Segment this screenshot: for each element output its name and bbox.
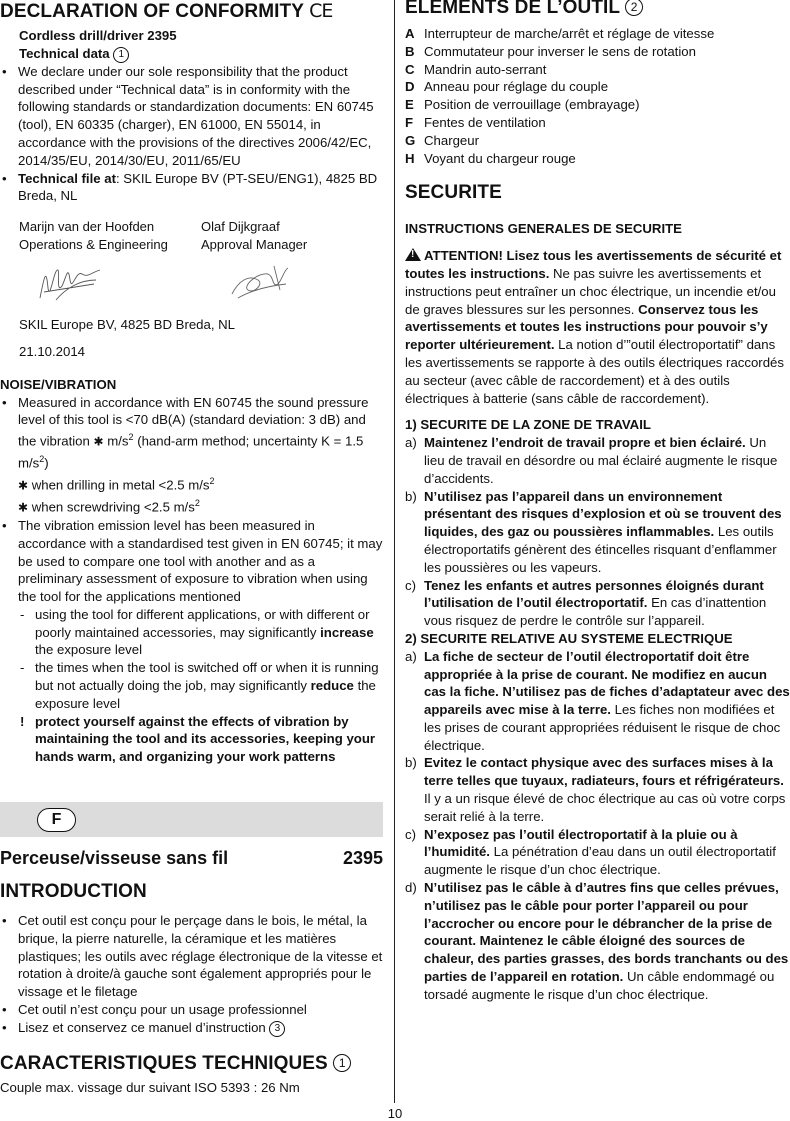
right-column — [405, 0, 790, 1004]
elements-title: ELEMENTS DE L’OUTIL 2 — [405, 0, 790, 19]
safety-item-key: c) — [405, 577, 416, 593]
noise-warning: ! protect yourself against the effects of vibration by maintaining the tool and its accessories, keeping your hands warm, and organizing your work patterns — [20, 713, 376, 765]
signer1-role: Operations & Engineering — [19, 237, 168, 253]
specs-text: Couple max. vissage dur suivant ISO 5393 : 26 Nm — [0, 1079, 300, 1095]
element-item — [405, 150, 790, 168]
safety-item-bold: Maintenez l’endroit de travail propre et bien éclairé. — [424, 435, 746, 451]
declaration-date: 21.10.2014 — [19, 343, 86, 359]
product-name: Perceuse/visseuse sans fil — [0, 848, 229, 868]
ref-1-icon: 1 — [333, 1054, 351, 1072]
element-text: Anneau pour réglage du couple — [424, 79, 609, 95]
general-safety-title: INSTRUCTIONS GENERALES DE SECURITE — [405, 221, 682, 237]
safety-item-text: Les outils électroportatifs génèrent des étincelles risquant d’enflammer les poussières ou les vapeurs. — [424, 524, 777, 575]
ref-2-icon: 2 — [625, 0, 643, 16]
noise-bullet-1: • Measured in accordance with EN 60745 the sound pressure level of this tool is <70 dB(A) (standard deviation: 3 dB) and the vibration ✱ $m/s^2$ (hand-arm method; uncertainty K = 1.5 $m/s^2$) ✱ when drilling in metal <2.5 $m/s^2$ ✱ when screwdriving <2.5 $m/s^2$ — [0, 394, 383, 517]
specs-title: CARACTERISTIQUES TECHNIQUES 1 — [0, 1053, 383, 1075]
safety-item-key: a) — [405, 648, 417, 664]
safety-item-key: c) — [405, 826, 416, 842]
noise-bullet-2: • The vibration emission level has been measured in accordance with a standardised test given in EN 60745; it may be used to compare one tool with another and as a preliminary assessment of exposure to vibration when using the tool for the applications mentioned — [0, 517, 383, 606]
element-text: Commutateur pour inverser le sens de rotation — [424, 43, 696, 59]
signature-2-icon — [228, 260, 298, 302]
elements-list — [405, 25, 790, 167]
element-text: Mandrin auto-serrant — [424, 61, 547, 77]
safety-item — [405, 488, 790, 577]
element-key: A — [405, 26, 415, 41]
technical-file: • Technical file at: SKIL Europe BV (PT-SEU/ENG1), 4825 BD Breda, NL — [0, 170, 383, 206]
asterisk-icon: ✱ — [93, 434, 104, 449]
page-number: 10 — [387, 1106, 403, 1121]
element-item — [405, 78, 790, 96]
safety-item-key: a) — [405, 435, 417, 451]
product-heading — [0, 847, 383, 869]
intro-bullet-3: • Lisez et conservez ce manuel d’instruction 3 — [0, 1019, 383, 1037]
safety-item-text: Un lieu de travail en désordre ou mal éclairé augmente le risque d’accidents. — [424, 435, 778, 486]
element-key: H — [405, 150, 415, 166]
technical-data-label: Technical data 1 — [19, 45, 383, 63]
safety-item — [405, 754, 790, 825]
element-item — [405, 43, 790, 61]
section1-title: 1) SECURITE DE LA ZONE DE TRAVAIL — [405, 417, 651, 433]
intro-title: INTRODUCTION — [0, 881, 147, 902]
left-column — [0, 0, 383, 766]
safety-item-bold: Evitez le contact physique avec des surfaces mises à la terre telles que tuyaux, radiateurs, fours et réfrigérateurs. — [424, 755, 784, 789]
safety-item-text: Un câble endommagé ou torsadé augmente le risque d’un choc électrique. — [424, 969, 775, 1002]
ref-3-icon: 3 — [269, 1021, 285, 1037]
safety-item-key: b) — [405, 755, 417, 771]
ref-1-icon: 1 — [113, 47, 129, 63]
element-key: F — [405, 114, 414, 130]
safety-item-key: d) — [405, 880, 417, 896]
french-intro — [0, 847, 383, 1097]
safety-item-bold: N’exposez pas l’outil électroportatif à la pluie ou à l’humidité. — [424, 826, 738, 860]
language-badge: F — [37, 808, 76, 832]
safety-item — [405, 577, 790, 630]
section2-title: 2) SECURITE RELATIVE AU SYSTEME ELECTRIQUE — [405, 630, 733, 646]
element-item — [405, 132, 790, 150]
attention-paragraph: !ATTENTION! Lisez tous les avertissements de sécurité et toutes les instructions. Ne pas suivre les avertissements et instructions peut entraîner un choc électrique, un incendie et/ou de graves blessures sur les personnes. Conservez tous les avertissements et toutes les instructions pour pouvoir s’y reporter ultérieurement. La notion d’”outil électroportatif” dans les avertissements se rapporte à des outils électriques raccordés au secteur (avec câble de raccordement) et à des outils électriques à batterie (sans câble de raccordement). — [405, 247, 790, 407]
product-model: 2395 — [342, 848, 383, 868]
column-divider — [394, 0, 395, 1103]
signer2-role: Approval Manager — [201, 237, 308, 253]
noise-dash-2: - the times when the tool is switched off or when it is running but not actually doing the job, may significantly reduce the exposure level — [20, 660, 379, 711]
element-text: Voyant du chargeur rouge — [424, 150, 576, 166]
safety-item-bold: N’utilisez pas le câble à d’autres fins que celles prévues, n’utilisez pas le câble pour porter l’appareil ou pour l’accrocher ou encore pour le débrancher de la prise de courant. Maintenez le câble éloigné des sources de chaleur, des parties grasses, des bords tranchants ou des parties de l’appareil en rotation. — [424, 880, 789, 985]
section2-list — [405, 648, 790, 1004]
safety-item-text: Il y a un risque élevé de choc électrique au cas où votre corps serait relié à la terre. — [424, 791, 786, 824]
element-key: G — [405, 132, 416, 148]
safety-item — [405, 826, 790, 879]
safety-item-text: La pénétration d’eau dans un outil électroportatif augmente le risque d’un choc électrique. — [424, 844, 776, 878]
signers — [0, 218, 383, 254]
safety-item-bold: Tenez les enfants et autres personnes éloignés durant l’utilisation de l’outil électroportatif. — [424, 577, 764, 611]
noise-title: NOISE/VIBRATION — [0, 376, 117, 392]
element-key: E — [405, 97, 414, 113]
asterisk-icon: ✱ — [18, 477, 29, 492]
declaration-text: • We declare under our sole responsibility that the product described under “Technical data” is in conformity with the following standards or standardization documents: EN 60745 (tool), EN 60335 (charger), EN 61000, EN 55014, in accordance with the provisions of the directives 2006/42/EC, 2014/35/EU, 2014/30/EU, 2011/65/EU — [0, 63, 383, 170]
element-key: C — [405, 61, 415, 77]
element-item — [405, 114, 790, 132]
noise-dash-1: - using the tool for different applications, or with different or poorly maintained accessories, may significantly increase the exposure level — [20, 606, 374, 658]
ce-mark-icon: CE — [309, 0, 333, 22]
element-key: B — [405, 43, 415, 59]
element-key: D — [405, 79, 415, 95]
safety-item-bold: N’utilisez pas l’appareil dans un environnement présentant des risques d’explosion et où se trouvent des liquides, des gaz ou poussières inflammables. — [424, 488, 782, 540]
signer2-name: Olaf Dijkgraaf — [201, 219, 280, 235]
safety-item-text: En cas d’inattention vous risquez de perdre le contrôle sur l’appareil. — [424, 595, 767, 629]
intro-bullet-1: • Cet outil est conçu pour le perçage dans le bois, le métal, la brique, la pierre naturelle, la céramique et les matières plastiques; les outils avec réglage électronique de la vitesse et rotation à droite/à gauche sont également appropriés pour le vissage et le filetage — [0, 912, 383, 1001]
signature-1-icon — [36, 258, 104, 306]
asterisk-icon: ✱ — [18, 500, 29, 515]
element-item — [405, 25, 790, 43]
safety-item — [405, 879, 790, 1004]
warning-triangle-icon — [405, 248, 421, 261]
securite-title: SECURITE — [405, 182, 502, 204]
language-band — [0, 802, 383, 837]
safety-item — [405, 434, 790, 487]
element-text: Fentes de ventilation — [424, 114, 546, 130]
safety-item-text: Les fiches non modifiées et les prises de courant appropriées réduisent le risque de choc électrique. — [424, 702, 781, 753]
safety-item-key: b) — [405, 488, 417, 504]
declaration-title: DECLARATION OF CONFORMITY CE — [0, 0, 333, 22]
company-address: SKIL Europe BV, 4825 BD Breda, NL — [19, 317, 236, 333]
element-text: Chargeur — [424, 132, 479, 148]
element-text: Interrupteur de marche/arrêt et réglage de vitesse — [424, 26, 715, 41]
model-line: Cordless drill/driver 2395 — [19, 28, 177, 43]
element-text: Position de verrouillage (embrayage) — [424, 97, 640, 113]
safety-item-bold: La fiche de secteur de l’outil électroportatif doit être appropriée à la prise de courant. Ne modifiez en aucun cas la fiche. N’utilisez pas de fiches d’adaptateur avec des appareils avec mise à la terre. — [424, 648, 790, 718]
element-item — [405, 61, 790, 79]
element-item — [405, 96, 790, 114]
signatures — [0, 254, 383, 316]
section1-list — [405, 434, 790, 630]
signer1-name: Marijn van der Hoofden — [19, 219, 155, 235]
safety-item — [405, 648, 790, 755]
intro-bullet-2: • Cet outil n’est conçu pour un usage professionnel — [0, 1001, 383, 1019]
